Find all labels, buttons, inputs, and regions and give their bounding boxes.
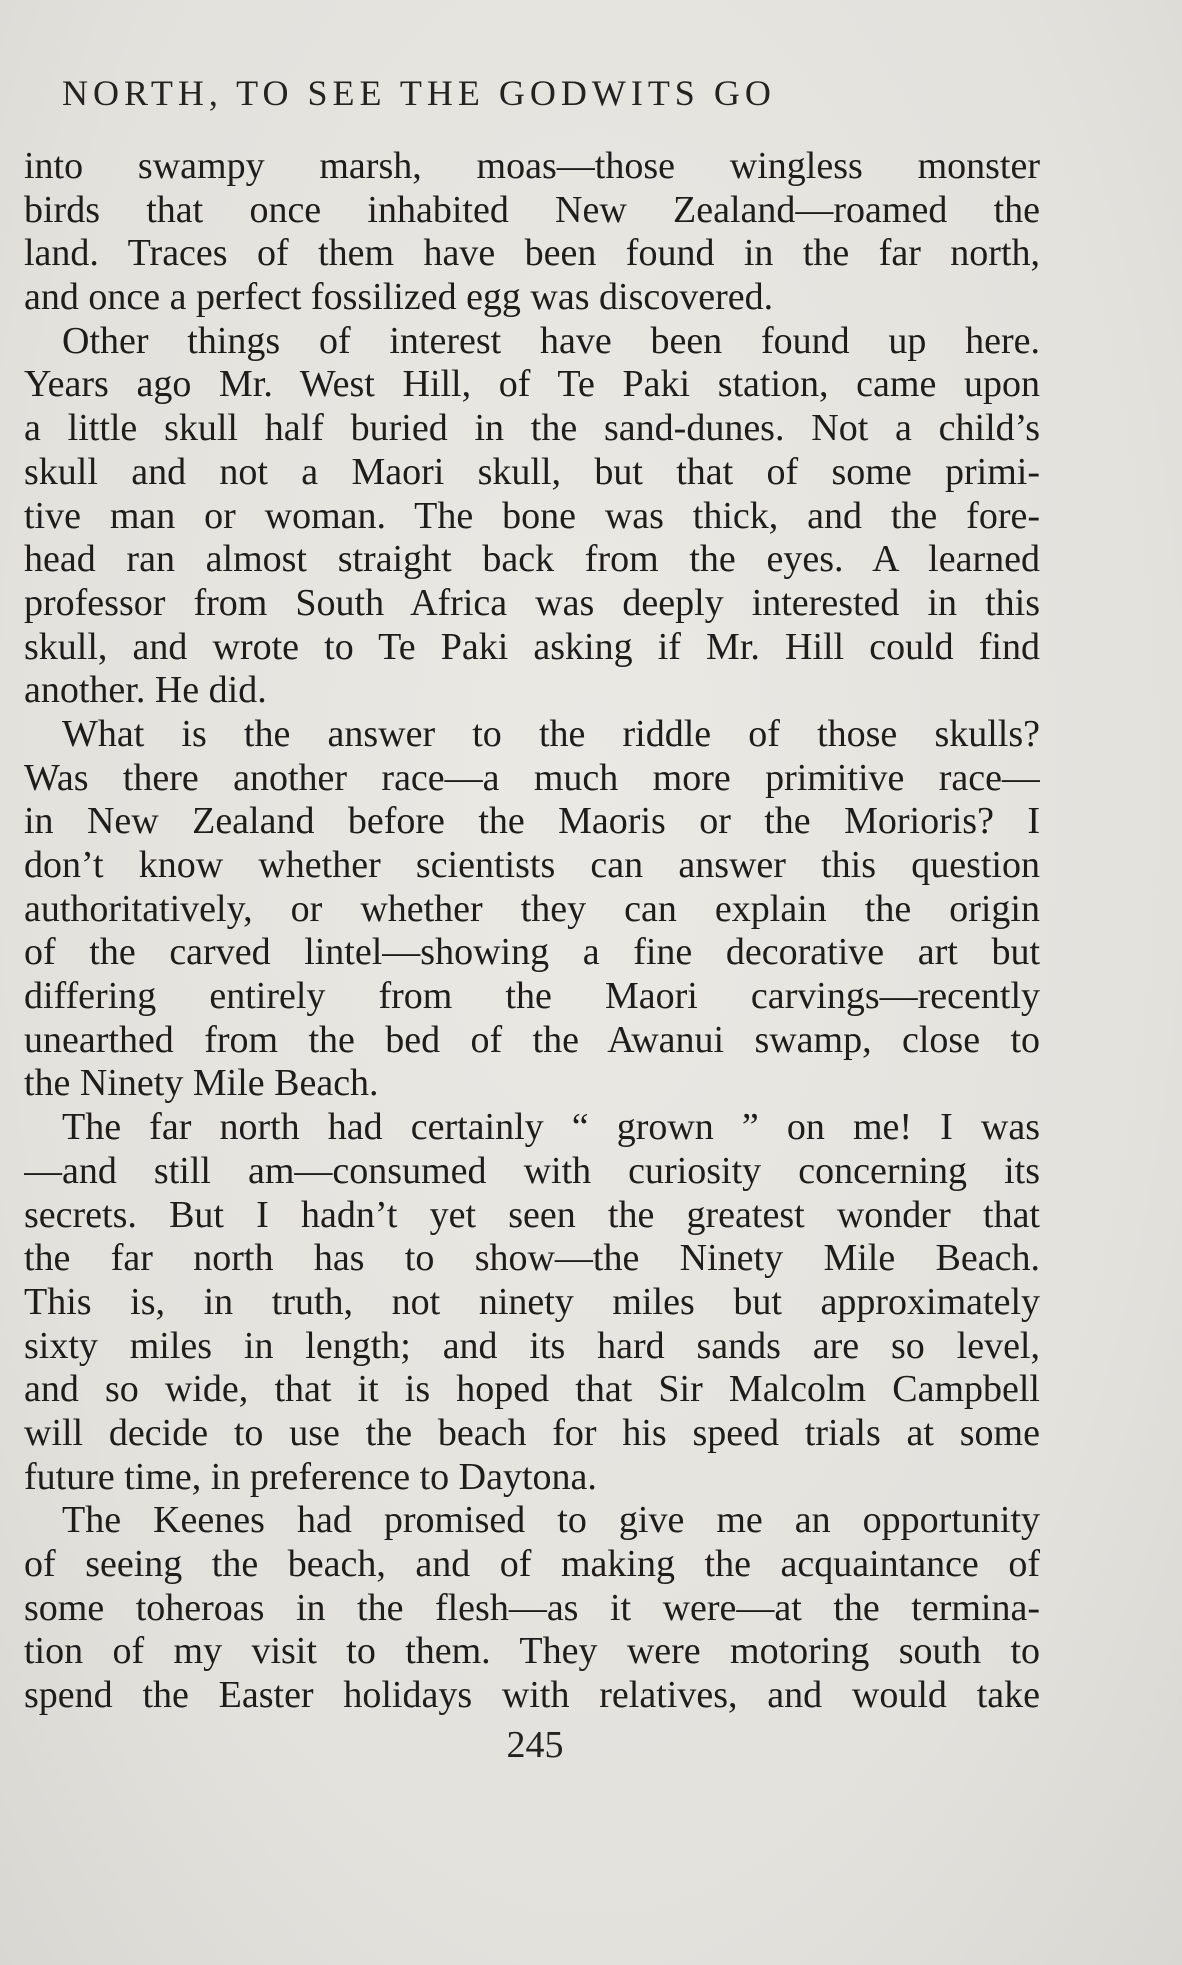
text-line: land. Traces of them have been found in the far north, bbox=[24, 232, 1040, 275]
text-line: head ran almost straight back from the eyes. A learned bbox=[24, 538, 1040, 581]
text-line: a little skull half buried in the sand-dunes. Not a child’s bbox=[24, 407, 1040, 450]
text-line: The far north had certainly “ grown ” on me! I was bbox=[62, 1106, 1040, 1149]
text-line: the far north has to show—the Ninety Mile Beach. bbox=[24, 1237, 1040, 1280]
text-line: sixty miles in length; and its hard sands are so level, bbox=[24, 1324, 1040, 1367]
text-line: Was there another race—a much more primitive race— bbox=[24, 756, 1040, 799]
text-line: don’t know whether scientists can answer this question bbox=[24, 844, 1040, 886]
text-line: into swampy marsh, moas—those wingless monster bbox=[24, 145, 1040, 187]
text-line: tion of my visit to them. They were motoring south to bbox=[24, 1630, 1040, 1673]
text-line: another. He did. bbox=[24, 669, 267, 712]
running-head: NORTH, TO SEE THE GODWITS GO bbox=[62, 73, 776, 113]
text-line: —and still am—consumed with curiosity concerning its bbox=[24, 1149, 1040, 1192]
text-line: This is, in truth, not ninety miles but approximately bbox=[24, 1280, 1040, 1323]
text-line: the Ninety Mile Beach. bbox=[24, 1062, 379, 1105]
page-number: 245 bbox=[506, 1724, 564, 1766]
text-line: secrets. But I hadn’t yet seen the greatest wonder that bbox=[24, 1193, 1040, 1236]
text-line: skull and not a Maori skull, but that of some primi- bbox=[24, 450, 1040, 493]
text-line: skull, and wrote to Te Paki asking if Mr. Hill could find bbox=[24, 625, 1040, 668]
text-line: unearthed from the bed of the Awanui swamp, close to bbox=[24, 1018, 1040, 1061]
text-line: tive man or woman. The bone was thick, and the fore- bbox=[24, 494, 1040, 537]
text-line: in New Zealand before the Maoris or the Morioris? I bbox=[24, 800, 1040, 843]
text-line: of seeing the beach, and of making the acquaintance of bbox=[24, 1543, 1040, 1585]
text-line: professor from South Africa was deeply interested in this bbox=[24, 581, 1040, 624]
text-line: The Keenes had promised to give me an opportunity bbox=[62, 1499, 1040, 1542]
text-line: spend the Easter holidays with relatives, and would take bbox=[24, 1674, 1040, 1717]
text-line: and once a perfect fossilized egg was discovered. bbox=[24, 276, 774, 319]
text-line: birds that once inhabited New Zealand—roamed the bbox=[24, 188, 1040, 231]
text-line: Other things of interest have been found up here. bbox=[62, 319, 1040, 362]
text-line: Years ago Mr. West Hill, of Te Paki station, came upon bbox=[24, 363, 1040, 406]
text-line: What is the answer to the riddle of those skulls? bbox=[62, 712, 1040, 755]
text-line: and so wide, that it is hoped that Sir Malcolm Campbell bbox=[24, 1368, 1040, 1411]
text-line: of the carved lintel—showing a fine decorative art but bbox=[24, 931, 1040, 974]
text-line: some toheroas in the flesh—as it were—at the termina- bbox=[24, 1586, 1040, 1629]
text-line: will decide to use the beach for his speed trials at some bbox=[24, 1411, 1040, 1454]
text-line: differing entirely from the Maori carvings—recently bbox=[24, 975, 1040, 1018]
text-line: future time, in preference to Daytona. bbox=[24, 1455, 597, 1498]
text-line: authoritatively, or whether they can explain the origin bbox=[24, 887, 1040, 930]
body-text bbox=[24, 145, 1040, 1718]
